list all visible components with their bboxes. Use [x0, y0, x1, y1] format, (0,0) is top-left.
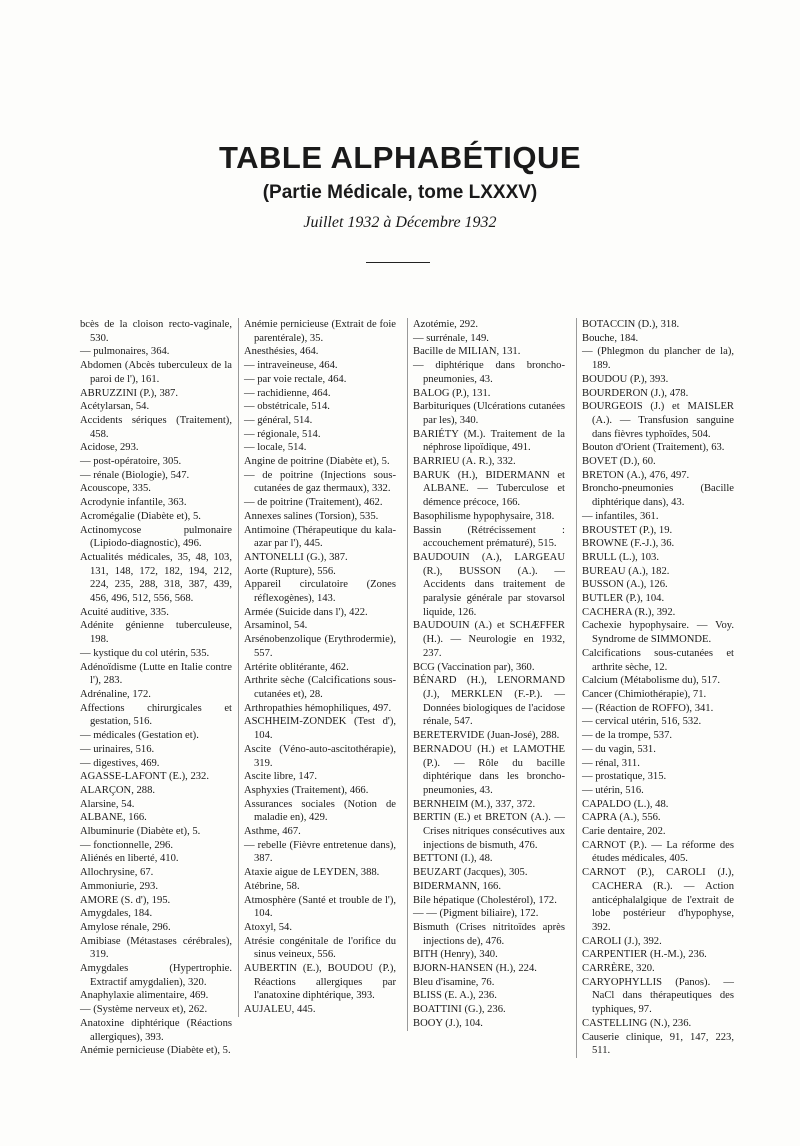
- index-entry: BIDERMANN, 166.: [413, 880, 501, 892]
- page-subtitle: (Partie Médicale, tome LXXXV): [262, 182, 538, 203]
- index-entry: Amylose rénale, 296.: [80, 921, 171, 933]
- index-entry: Azotémie, 292.: [413, 319, 479, 330]
- index-entry: — régionale, 514.: [244, 428, 321, 440]
- index-entry: BETTONI (I.), 48.: [413, 853, 493, 865]
- index-entry: BERETERVIDE (Juan-José), 288.: [413, 730, 560, 742]
- index-entry: CASTELLING (N.), 236.: [582, 1017, 692, 1029]
- index-entry: Angine de poitrine (Diabète et), 5.: [244, 456, 390, 468]
- index-entry: Appareil circulatoire (Zones réflexogènes), 143.: [244, 579, 396, 605]
- index-entry: CARYOPHYLLIS (Panos). — NaCl dans thérapeutiques des typhiques, 97.: [582, 976, 734, 1016]
- index-entry: Barbituriques (Ulcérations cutanées par les), 340.: [413, 401, 565, 426]
- index-column-2: [238, 318, 396, 1017]
- index-entry: Cachexie hypophysaire. — Voy. Syndrome de SIMMONDE.: [582, 620, 734, 646]
- index-entry: CACHERA (R.), 392.: [582, 606, 676, 618]
- index-entry: Acrodynie infantile, 363.: [80, 497, 187, 509]
- index-entry: — locale, 514.: [244, 442, 307, 454]
- index-entry: BOTACCIN (D.), 318.: [582, 319, 680, 330]
- index-entry: BROWNE (F.-J.), 36.: [582, 538, 675, 550]
- index-entry: — diphtérique dans broncho-pneumonies, 43.: [413, 360, 565, 385]
- index-entry: — kystique du col utérin, 535.: [80, 647, 210, 659]
- page-title: TABLE ALPHABÉTIQUE: [218, 140, 582, 175]
- index-entry: — cervical utérin, 516, 532.: [582, 716, 702, 728]
- index-entry: BAUDOUIN (A.) et SCHÆFFER (H.). — Neurologie en 1932, 237.: [413, 620, 565, 659]
- index-entry: Adrénaline, 172.: [80, 688, 151, 700]
- index-entry: Calcifications sous-cutanées et arthrite sèche, 12.: [582, 647, 734, 673]
- index-entry: Accidents sériques (Traitement), 458.: [80, 414, 232, 440]
- index-entry: — médicales (Gestation et).: [80, 730, 199, 742]
- index-entry: — de poitrine (Traitement), 462.: [244, 497, 383, 509]
- index-entry: Atébrine, 58.: [244, 880, 300, 892]
- index-entry: CAPRA (A.), 556.: [582, 812, 661, 824]
- index-entry: Albuminurie (Diabète et), 5.: [80, 826, 201, 838]
- index-entry: Amibiase (Métastases cérébrales), 319.: [80, 935, 232, 961]
- index-entry: — du vagin, 531.: [582, 743, 656, 755]
- index-entry: Armée (Suicide dans l'), 422.: [244, 606, 368, 618]
- index-entry: — rénal, 311.: [582, 757, 640, 769]
- index-entry: Acétylarsan, 54.: [80, 401, 150, 413]
- index-entry: Actualités médicales, 35, 48, 103, 131, 148, 172, 182, 194, 212, 224, 235, 288, 318, 387, 439, 456, 496, 512, 556, 568.: [80, 551, 232, 605]
- index-entry: Acromégalie (Diabète et), 5.: [80, 510, 201, 522]
- index-entry: Artérite oblitérante, 462.: [244, 661, 349, 673]
- index-entry: — prostatique, 315.: [582, 771, 667, 783]
- index-entry: Affections chirurgicales et gestation, 516.: [80, 702, 232, 728]
- index-entry: Arthrite sèche (Calcifications sous-cutanées et), 28.: [244, 675, 396, 700]
- index-entry: — surrénale, 149.: [413, 332, 489, 344]
- index-entry: — pulmonaires, 364.: [80, 346, 170, 358]
- index-entry: BUREAU (A.), 182.: [582, 565, 670, 577]
- index-entry: — (Système nerveux et), 262.: [80, 1004, 208, 1016]
- index-entry: BARRIEU (A. R.), 332.: [413, 456, 516, 468]
- index-entry: Anaphylaxie alimentaire, 469.: [80, 990, 209, 1002]
- index-entry: — fonctionnelle, 296.: [80, 839, 173, 851]
- index-entry: — digestives, 469.: [80, 757, 160, 769]
- index-entry: BOUDOU (P.), 393.: [582, 373, 669, 385]
- index-entry: Adénoïdisme (Lutte en Italie contre l'), 283.: [80, 661, 232, 687]
- index-entry: bcès de la cloison recto-vaginale, 530.: [80, 319, 232, 344]
- index-entry: Acuité auditive, 335.: [80, 606, 169, 618]
- index-entry: Bouton d'Orient (Traitement), 63.: [582, 442, 725, 454]
- index-entry: BALOG (P.), 131.: [413, 387, 491, 399]
- index-entry: — infantiles, 361.: [582, 510, 659, 522]
- index-entry: — rénale (Biologie), 547.: [80, 469, 190, 481]
- index-entry: BOVET (D.), 60.: [582, 456, 656, 468]
- index-entry: BOATTINI (G.), 236.: [413, 1004, 506, 1016]
- index-entry: Broncho-pneumonies (Bacille diphtérique dans), 43.: [582, 483, 734, 509]
- index-entry: BLISS (E. A.), 236.: [413, 990, 497, 1002]
- title-divider: [366, 262, 430, 263]
- index-entry: ASCHHEIM-ZONDEK (Test d'), 104.: [244, 716, 396, 742]
- index-entry: — de la trompe, 537.: [582, 730, 673, 742]
- index-entry: BUTLER (P.), 104.: [582, 593, 665, 605]
- index-entry: Arsénobenzolique (Erythrodermie), 557.: [244, 634, 396, 659]
- index-entry: Assurances sociales (Notion de maladie en), 429.: [244, 798, 396, 824]
- index-entry: Asthme, 467.: [244, 826, 301, 838]
- date-range: Juillet 1932 à Décembre 1932: [303, 214, 497, 231]
- index-entry: BRETON (A.), 476, 497.: [582, 469, 690, 481]
- index-entry: — rachidienne, 464.: [244, 387, 331, 399]
- index-entry: Aliénés en liberté, 410.: [80, 853, 179, 865]
- index-entry: Antimoine (Thérapeutique du kala-azar par l'), 445.: [244, 524, 396, 550]
- index-entry: Ascite (Véno-auto-ascitothérapie), 319.: [244, 743, 396, 769]
- index-entry: — urinaires, 516.: [80, 743, 155, 755]
- index-entry: BERNHEIM (M.), 337, 372.: [413, 798, 536, 810]
- index-entry: BOURDERON (J.), 478.: [582, 387, 689, 399]
- index-entry: — général, 514.: [244, 414, 313, 426]
- index-entry: Calcium (Métabolisme du), 517.: [582, 675, 720, 687]
- index-entry: BERNADOU (H.) et LAMOTHE (P.). — Rôle du bacille diphtérique dans les broncho-pneumonies, 43.: [413, 743, 565, 796]
- index-entry: Cancer (Chimiothérapie), 71.: [582, 688, 707, 700]
- index-entry: Ataxie aigue de LEYDEN, 388.: [244, 867, 380, 879]
- index-entry: Asphyxies (Traitement), 466.: [244, 784, 369, 796]
- index-entry: BEUZART (Jacques), 305.: [413, 867, 528, 879]
- index-entry: CARRÈRE, 320.: [582, 963, 655, 975]
- index-entry: Anémie pernicieuse (Extrait de foie parentérale), 35.: [244, 319, 396, 344]
- index-entry: Abdomen (Abcès tuberculeux de la paroi de l'), 161.: [80, 360, 232, 385]
- index-column-1: [80, 318, 232, 1058]
- index-entry: CAPALDO (L.), 48.: [582, 798, 669, 810]
- index-entry: Atmosphère (Santé et trouble de l'), 104.: [244, 894, 396, 920]
- index-entry: Bismuth (Crises nitritoïdes après injections de), 476.: [413, 921, 565, 947]
- index-entry: CARNOT (P.), CAROLI (J.), CACHERA (R.). — Action anticéphalalgique de l'extrait de lobe postérieur d'hypophyse, 392.: [582, 867, 734, 933]
- index-entry: ANTONELLI (G.), 387.: [244, 551, 348, 563]
- index-entry: Annexes salines (Torsion), 535.: [244, 510, 379, 522]
- index-entry: — — (Pigment biliaire), 172.: [413, 908, 539, 920]
- index-entry: Amygdales (Hypertrophie. Extractif amygdalien), 320.: [80, 963, 232, 988]
- index-entry: Ammoniurie, 293.: [80, 880, 158, 892]
- index-entry: — (Phlegmon du plancher de la), 189.: [582, 346, 734, 372]
- index-column-4: [576, 318, 734, 1058]
- index-entry: ABRUZZINI (P.), 387.: [80, 387, 178, 399]
- index-entry: Arsaminol, 54.: [244, 620, 308, 632]
- index-entry: CARPENTIER (H.-M.), 236.: [582, 949, 707, 961]
- index-entry: ALBANE, 166.: [80, 812, 147, 824]
- index-entry: Bouche, 184.: [582, 332, 639, 344]
- index-entry: Anémie pernicieuse (Diabète et), 5.: [80, 1045, 231, 1057]
- index-entry: Atrésie congénitale de l'orifice du sinus veineux, 556.: [244, 935, 396, 961]
- index-entry: CAROLI (J.), 392.: [582, 935, 662, 947]
- index-entry: Basophilisme hypophysaire, 318.: [413, 510, 555, 522]
- index-entry: Anatoxine diphtérique (Réactions allergiques), 393.: [80, 1017, 232, 1043]
- index-entry: — post-opératoire, 305.: [80, 456, 182, 468]
- index-entry: BARUK (H.), BIDERMANN et ALBANE. — Tuberculose et démence précoce, 166.: [413, 469, 565, 509]
- index-entry: Bleu d'isamine, 76.: [413, 976, 495, 988]
- index-entry: ALARÇON, 288.: [80, 784, 156, 796]
- index-entry: BAUDOUIN (A.), LARGEAU (R.), BUSSON (A.). — Accidents dans traitement de paralysie générale par stovarsol liquide, 126.: [413, 551, 565, 618]
- index-entry: Amygdales, 184.: [80, 908, 153, 920]
- index-entry: AUBERTIN (E.), BOUDOU (P.), Réactions allergiques par l'anatoxine diphtérique, 393.: [244, 963, 396, 1002]
- index-entry: Allochrysine, 67.: [80, 867, 154, 879]
- index-entry: BERTIN (E.) et BRETON (A.). — Crises nitriques consécutives aux injections de bismuth, 476.: [413, 812, 565, 851]
- index-entry: BARIÉTY (M.). Traitement de la néphrose lipoïdique, 491.: [413, 428, 565, 454]
- index-entry: AGASSE-LAFONT (E.), 232.: [80, 771, 209, 783]
- index-entry: BÉNARD (H.), LENORMAND (J.), MERKLEN (F.-P.). — Données biologiques de l'acidose rénale, 547.: [413, 675, 565, 728]
- index-entry: Carie dentaire, 202.: [582, 826, 666, 838]
- index-entry: — utérin, 516.: [582, 784, 644, 796]
- index-entry: BUSSON (A.), 126.: [582, 579, 668, 591]
- index-entry: Bacille de MILIAN, 131.: [413, 346, 521, 358]
- index-entry: Alarsine, 54.: [80, 798, 135, 810]
- index-entry: Bassin (Rétrécissement : accouchement prématuré), 515.: [413, 524, 565, 550]
- index-entry: — (Réaction de ROFFO), 341.: [582, 702, 714, 714]
- index-entry: Acouscope, 335.: [80, 483, 151, 495]
- index-column-3: [407, 318, 565, 1031]
- index-entry: — obstétricale, 514.: [244, 401, 330, 413]
- index-entry: Actinomycose pulmonaire (Lipiodo-diagnostic), 496.: [80, 524, 232, 550]
- index-entry: BITH (Henry), 340.: [413, 949, 498, 961]
- index-entry: Atoxyl, 54.: [244, 921, 292, 933]
- index-entry: BCG (Vaccination par), 360.: [413, 661, 535, 673]
- index-entry: AMORE (S. d'), 195.: [80, 894, 171, 906]
- index-entry: BOURGEOIS (J.) et MAISLER (A.). — Transfusion sanguine dans fièvres typhoïdes, 504.: [582, 401, 734, 440]
- index-entry: Arthropathies hémophiliques, 497.: [244, 702, 392, 714]
- index-entry: Anesthésies, 464.: [244, 346, 319, 358]
- index-entry: — de poitrine (Injections sous-cutanées de gaz thermaux), 332.: [244, 469, 396, 495]
- index-entry: Acidose, 293.: [80, 442, 139, 454]
- index-entry: Adénite génienne tuberculeuse, 198.: [80, 620, 232, 646]
- index-entry: Ascite libre, 147.: [244, 771, 317, 783]
- index-entry: BOOY (J.), 104.: [413, 1017, 483, 1029]
- index-entry: BROUSTET (P.), 19.: [582, 524, 673, 536]
- index-entry: AUJALEU, 445.: [244, 1004, 316, 1016]
- index-entry: Bile hépatique (Cholestérol), 172.: [413, 894, 557, 906]
- index-entry: Aorte (Rupture), 556.: [244, 565, 336, 577]
- index-entry: BRULL (L.), 103.: [582, 551, 659, 563]
- index-entry: — par voie rectale, 464.: [244, 373, 347, 385]
- index-entry: Causerie clinique, 91, 147, 223, 511.: [582, 1031, 734, 1057]
- index-entry: BJORN-HANSEN (H.), 224.: [413, 963, 537, 975]
- index-entry: — rebelle (Fièvre entretenue dans), 387.: [244, 839, 396, 865]
- index-entry: — intraveineuse, 464.: [244, 360, 338, 372]
- index-entry: CARNOT (P.). — La réforme des études médicales, 405.: [582, 839, 734, 865]
